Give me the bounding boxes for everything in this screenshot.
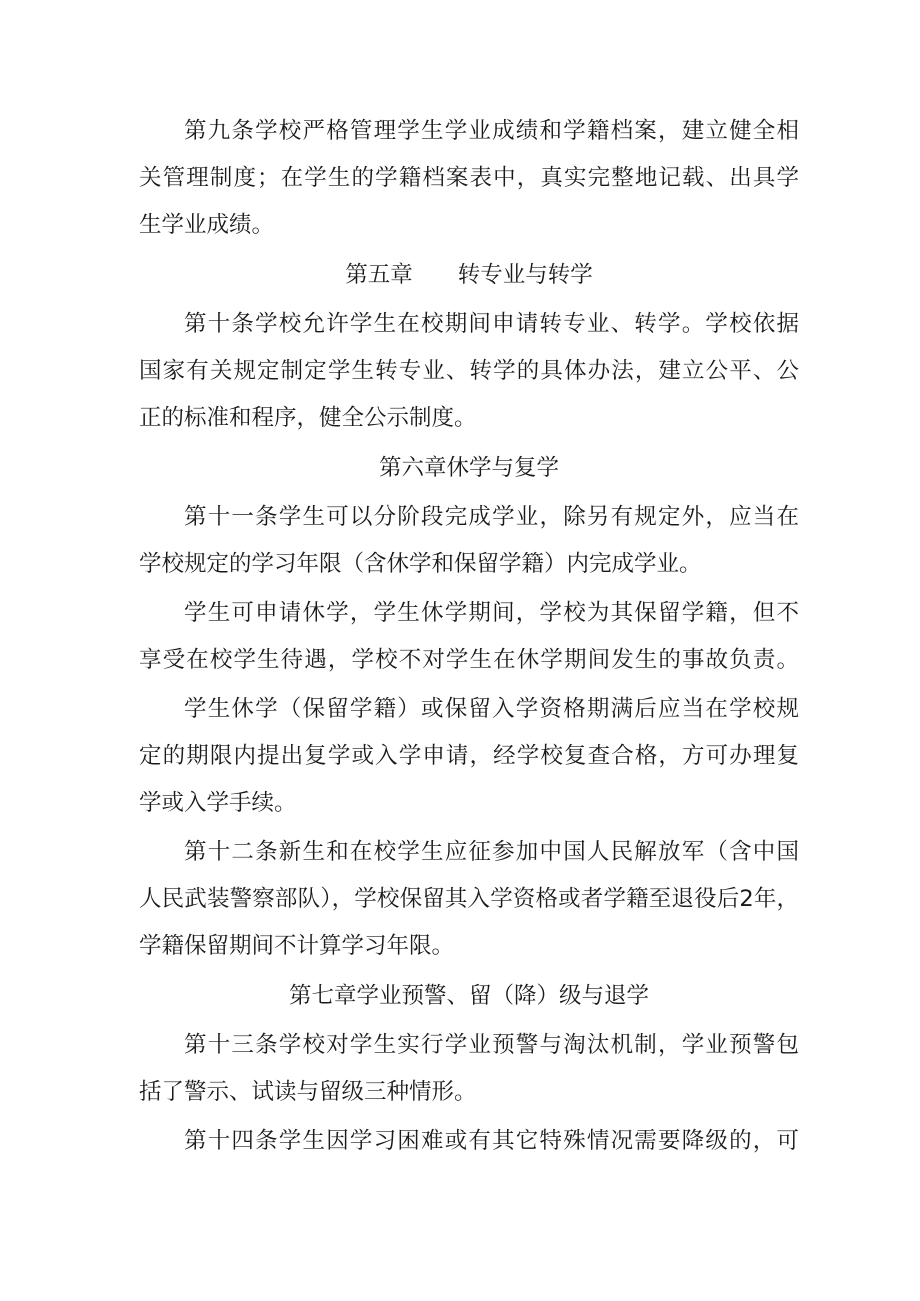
article-10-line-1: 第十条学校允许学生在校期间申请转专业、转学。学校依据: [184, 311, 799, 337]
chapter-7-heading: 第七章学业预警、留（降）级与退学: [288, 983, 649, 1009]
article-10-line-3: 正的标准和程序，健全公示制度。: [139, 405, 477, 431]
article-13-line-2: 括了警示、试读与留级三种情形。: [139, 1079, 477, 1105]
article-10-line-2: 国家有关规定制定学生转专业、转学的具体办法，建立公平、公: [139, 358, 799, 384]
resumption-para-line-1: 学生休学（保留学籍）或保留入学资格期满后应当在学校规: [184, 696, 799, 722]
article-11-line-2: 学校规定的学习年限（含休学和保留学籍）内完成学业。: [139, 551, 702, 577]
resumption-para-line-2: 定的期限内提出复学或入学申请，经学校复查合格，方可办理复: [139, 743, 799, 769]
suspension-para-line-2: 享受在校学生待遇，学校不对学生在休学期间发生的事故负责。: [139, 647, 799, 673]
article-12-line-3: 学籍保留期间不计算学习年限。: [139, 933, 455, 959]
article-9-line-2: 关管理制度；在学生的学籍档案表中，真实完整地记载、出具学: [139, 165, 799, 191]
article-12-line-1: 第十二条新生和在校学生应征参加中国人民解放军（含中国: [184, 839, 799, 865]
article-12-line-2: 人民武装警察部队），学校保留其入学资格或者学籍至退役后2年，: [139, 886, 799, 912]
suspension-para-line-1: 学生可申请休学，学生休学期间，学校为其保留学籍，但不: [184, 600, 799, 626]
chapter-5-heading: 第五章 转专业与转学: [345, 262, 593, 288]
article-9-line-1: 第九条学校严格管理学生学业成绩和学籍档案，建立健全相: [184, 118, 799, 144]
article-11-line-1: 第十一条学生可以分阶段完成学业，除另有规定外，应当在: [184, 504, 799, 530]
resumption-para-line-3: 学或入学手续。: [139, 790, 297, 816]
article-14-line-1: 第十四条学生因学习困难或有其它特殊情况需要降级的，可: [184, 1128, 799, 1154]
chapter-6-heading: 第六章休学与复学: [378, 455, 559, 481]
article-13-line-1: 第十三条学校对学生实行学业预警与淘汰机制，学业预警包: [184, 1032, 799, 1058]
article-9-line-3: 生学业成绩。: [139, 212, 275, 238]
